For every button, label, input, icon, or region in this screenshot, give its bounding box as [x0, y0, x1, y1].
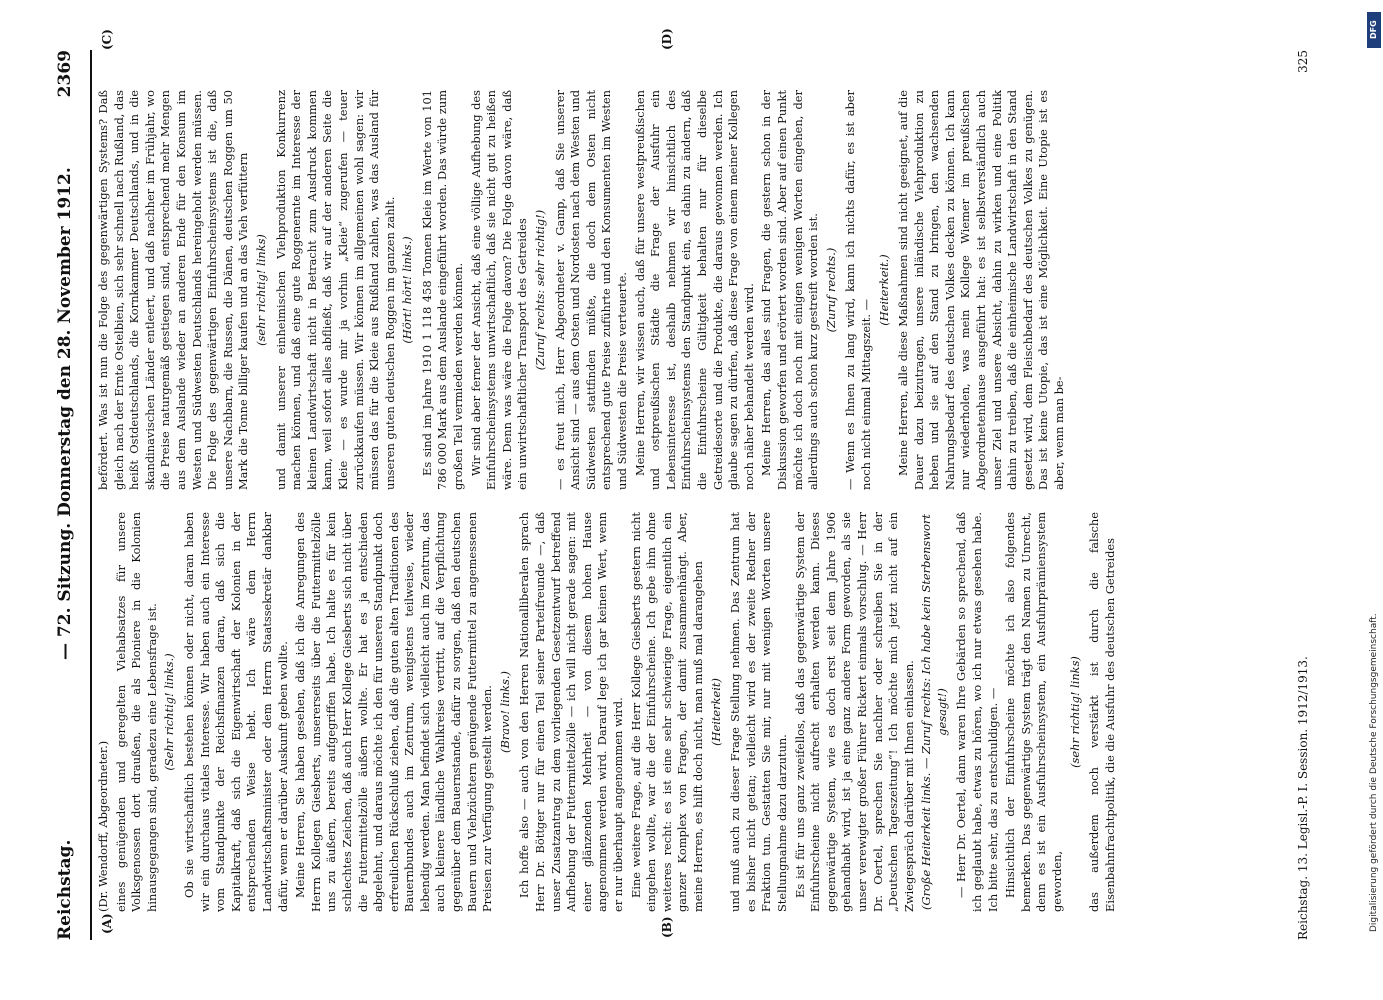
page-footer	[1296, 50, 1316, 940]
interjection: (Große Heiterkeit links. — Zuruf rechts: Ich habe kein Sterbenswort gesagt!)	[919, 514, 949, 910]
paragraph: Eine weitere Frage, auf die Herr Kollege Giesberts gestern nicht eingehen wollte, war die der Einfuhrscheine. Ich gebe ihm ohne weiteres recht: es ist eine sehr schwierige Frage, eigentlich ein ganzer Komplex von Fragen, der damit zusammenhängt. Aber, meine Herren, es hilft doch nicht, man muß mal darangehen	[628, 512, 705, 912]
paragraph: Ob sie wirtschaftlich bestehen können oder nicht, daran haben wir ein durchaus vitales Interesse. Wir haben auch ein Interesse vom Standpunkte der Reichsfinanzen daran, daß sich die Kapitalkraft, daß sich die Eigenwirtschaft der Kolonien in der entsprechenden Weise hebt. Ich wäre dem Herrn Landwirtschaftsminister oder dem Herrn Staatssekretär dankbar dafür, wenn er darüber Auskunft geben wollte.	[181, 512, 290, 912]
paragraph: Es ist für uns ganz zweifellos, daß das gegenwärtige System der Einfuhrscheine nicht aufrecht erhalten werden kann. Dieses gegenwärtige System, wie es doch erst seit dem Jahre 1906 gehandhabt wird, ist ja eine ganz andere Form geworden, als sie unser verewigter großer Führer Rickert einmals vorschlug. — Herr Dr. Oertel, sprechen Sie nachher oder schreiben Sie in der „Deutschen Tageszeitung“! Ich möchte mich jetzt nicht auf ein Zwiegespräch darüber mit Ihnen einlassen.	[792, 512, 916, 912]
interjection: (sehr richtig! links)	[253, 234, 268, 346]
interjection: (Hört! hört! links.)	[400, 236, 415, 344]
paragraph: — es freut mich, Herr Abgeordneter v. Gamp, daß Sie unserer Ansicht sind — aus dem Osten und Nordosten nach dem Westen und Südwesten stattfinden müßte, die doch dem Osten nicht entsprechend gute Preise zuführte und den Konsumenten im Westen und Südwesten die Preise verteuerte.	[552, 90, 629, 490]
paragraph: Meine Herren, alle diese Maßnahmen sind nicht geeignet, auf die Dauer dazu beizutragen, unsere inländische Viehproduktion zu heben und sie auf den Stand zu bringen, den wachsenden Nahrungsbedarf des deutschen Volkes decken zu können. Ich kann nur wiederholen, was mein Kollege Wiemer im preußischen Abgeordnetenhause ausgeführt hat: es ist selbstverständlich auch unser Ziel und unsere Absicht, dahin zu wirken und eine Politik dahin zu treiben, daß die einheimische Landwirtschaft in den Stand gesetzt wird, dem Fleischbedarf des deutschen Volkes zu genügen. Das ist keine Utopie, das ist eine Möglichkeit. Eine Utopie ist es aber, wenn man be-	[896, 90, 1067, 490]
page-number: 2369	[55, 50, 75, 98]
paragraph: Es sind im Jahre 1910 1 118 458 Tonnen Kleie im Werte von 101 786 000 Mark aus dem Auslande eingeführt worden. Das würde zum großen Teil vermieden werden können.	[419, 90, 466, 490]
header-rule	[90, 50, 92, 940]
paragraph: — Wenn es Ihnen zu lang wird, kann ich nichts dafür, es ist aber noch nicht einmal Mittagszeit. —	[843, 90, 873, 490]
paragraph: — Herr Dr. Oertel, dann waren Ihre Gebärden so sprechend, daß ich geglaubt habe, etwas zu hören, wo ich nur etwas gesehen habe. Ich bitte sehr, das zu entschuldigen. —	[954, 512, 1000, 912]
interjection: (Heiterkeit)	[708, 678, 723, 746]
paragraph: eines genügenden und geregelten Viehabsatzes für unsere Volksgenossen dort draußen, die als Pioniere in die Kolonien hinausgegangen sind, geradezu eine Lebensfrage ist.	[113, 512, 159, 912]
page-header	[55, 50, 85, 940]
margin-marker-d: (D)	[660, 28, 674, 50]
interjection: (Bravo! links.)	[497, 671, 512, 753]
paragraph: und muß auch zu dieser Frage Stellung nehmen. Das Zentrum hat es bisher nicht getan; vielleicht wird es der zweite Redner der Fraktion tun. Gestatten Sie mir, nur mit wenigen Worten unsere Stellungnahme dazu darzutun.	[728, 512, 789, 912]
paragraph: Hinsichtlich der Einfuhrscheine möchte ich also folgendes bemerken. Das gegenwärtige System trägt den Namen zu Unrecht, denn es ist ein Ausfuhrscheinsystem, ein Ausfuhrprämiensystem geworden,	[1003, 512, 1065, 912]
paragraph: (Dr. Wendorff, Abgeordneter.)	[96, 740, 110, 912]
footer-signature: 325	[1296, 50, 1310, 73]
dfg-logo: DFG	[1367, 12, 1381, 48]
paragraph: Meine Herren, Sie haben gesehen, daß ich die Anregungen des Herrn Kollegen Giesberts, unsererseits über die Futtermittelzölle uns zu äußern, bereits aufgegriffen habe. Ich halte es für kein schlechtes Zeichen, daß auch Herr Kollege Giesberts sich nicht über die Futtermittelzölle äußern wollte. Er hat es ja entschieden abgelehnt, und daraus möchte ich den für unseren Standpunkt doch erfreulichen Rückschluß ziehen, daß die guten alten Traditionen des Bauernbundes auch im Zentrum, wenigstens teilweise, wieder lebendig werden. Man befindet sich vielleicht auch im Zentrum, das auch kleinere ländliche Wahlkreise vertritt, auf die Verpflichtung gegenüber dem Bauernstande, dafür zu sorgen, daß den deutschen Bauern und Viehzüchtern genügende Futtermittel zu angemessenen Preisen zur Verfügung gestellt werden.	[293, 512, 495, 912]
interjection: (Sehr richtig! links.)	[162, 653, 177, 771]
left-text-column	[96, 512, 1276, 912]
right-text-column	[96, 90, 1276, 490]
paragraph: Wir sind aber ferner der Ansicht, daß eine völlige Aufhebung des Einfuhrscheinsystems unwirtschaftlich, daß sie nicht gut zu heißen wäre. Denn was wäre die Folge davon? Die Folge davon wäre, daß ein unwirtschaftlicher Transport des Getreides	[468, 90, 530, 490]
margin-marker-a: (A)	[100, 913, 114, 934]
header-title: Reichstag.	[55, 839, 75, 940]
margin-marker-b: (B)	[660, 916, 674, 938]
paragraph: Meine Herren, wir wissen auch, daß für unsere westpreußischen und ostpreußischen Städte die Frage der Ausfuhr ein Lebensinteresse ist, deshalb nehmen wir hinsichtlich des Einfuhrscheinsystems den Standpunkt ein, es dahin zu ändern, daß die Einfuhrscheine Gültigkeit behalten nur für dieselbe Getreidesorte und die Produkte, die daraus gewonnen werden. Ich glaube sagen zu dürfen, daß diese Frage von einem meiner Kollegen noch näher behandelt werden wird.	[632, 90, 756, 490]
header-session-date: — 72. Sitzung. Donnerstag den 28. November 1912.	[55, 167, 75, 660]
funding-note-text: Digitalisierung gefördert durch die Deutsche Forschungsgemeinschaft.	[1369, 613, 1379, 932]
interjection: (Zuruf rechts: sehr richtig!)	[533, 209, 548, 371]
paragraph: Ich hoffe also — auch von den Herren Nationalliberalen sprach Herr Dr. Böttger nur für einen Teil seiner Parteifreunde —, daß unser Zusatzantrag zu dem vorliegenden Gesetzentwurf betreffend Aufhebung der Futtermittelzölle — ich will nicht gerade sagen: mit einer glänzenden Mehrheit — von diesem hohen Hause angenommen werden wird. Darauf lege ich gar keinen Wert, wenn er nur überhaupt angenommen wird.	[517, 512, 625, 912]
paragraph: und damit unserer einheimischen Viehproduktion Konkurrenz machen können, und daß eine gute Roggenernte im Interesse der kleinen Landwirtschaft nicht in Betracht zum Ausdruck kommen kann, weil sofort alles abfließt, daß wir auf der anderen Seite die Kleie — es wurde mir ja vorhin „Kleie“ zugerufen — teuer zurückkaufen müssen. Wir können im allgemeinen wohl sagen: wir müssen das für die Kleie aus Rußland zahlen, was das Ausland für unseren guten deutschen Roggen im ganzen zahlt.	[273, 90, 397, 490]
interjection: (Zuruf rechts.)	[823, 247, 838, 333]
footer-session: Reichstag. 13. Legisl.-P. I. Session. 1912/1913.	[1296, 656, 1310, 940]
funding-sidenote	[1367, 12, 1381, 988]
paragraph: das außerdem noch verstärkt ist durch die falsche Eisenbahnfrachtpolitik, die die Ausfuhr des deutschen Getreides	[1087, 512, 1117, 912]
interjection: (sehr richtig! links)	[1067, 656, 1082, 768]
interjection: (Heiterkeit.)	[876, 254, 891, 326]
paragraph: Meine Herren, das alles sind Fragen, die gestern schon in der Diskussion geworfen und erörtert worden sind. Aber auf einen Punkt möchte ich doch noch mit einigen wenigen Worten eingehen, der allerdings auch schon kurz gestreift worden ist.	[759, 90, 821, 490]
paragraph: befördert. Was ist nun die Folge des gegenwärtigen Systems? Daß gleich nach der Ernte Ostelbien, sich sehr schnell nach Rußland, das heißt Ostdeutschlands, die Kornkammer Deutschlands, und in die skandinavischen Länder entleert, und daß nachher im Frühjahr, wo die Preise naturgemäß gestiegen sind, entsprechend mehr Mengen aus dem Auslande wieder an anderen Ende für den Konsum im Westen und Südwesten Deutschlands hereingeholt werden müssen. Die Folge des gegenwärtigen Einfuhrscheinsystems ist die, daß unsere Nachbarn, die Russen, die Dänen, deutschen Roggen um 50 Mark die Tonne billiger kaufen und an das Vieh verfüttern	[96, 90, 251, 490]
margin-marker-c: (C)	[100, 29, 114, 50]
